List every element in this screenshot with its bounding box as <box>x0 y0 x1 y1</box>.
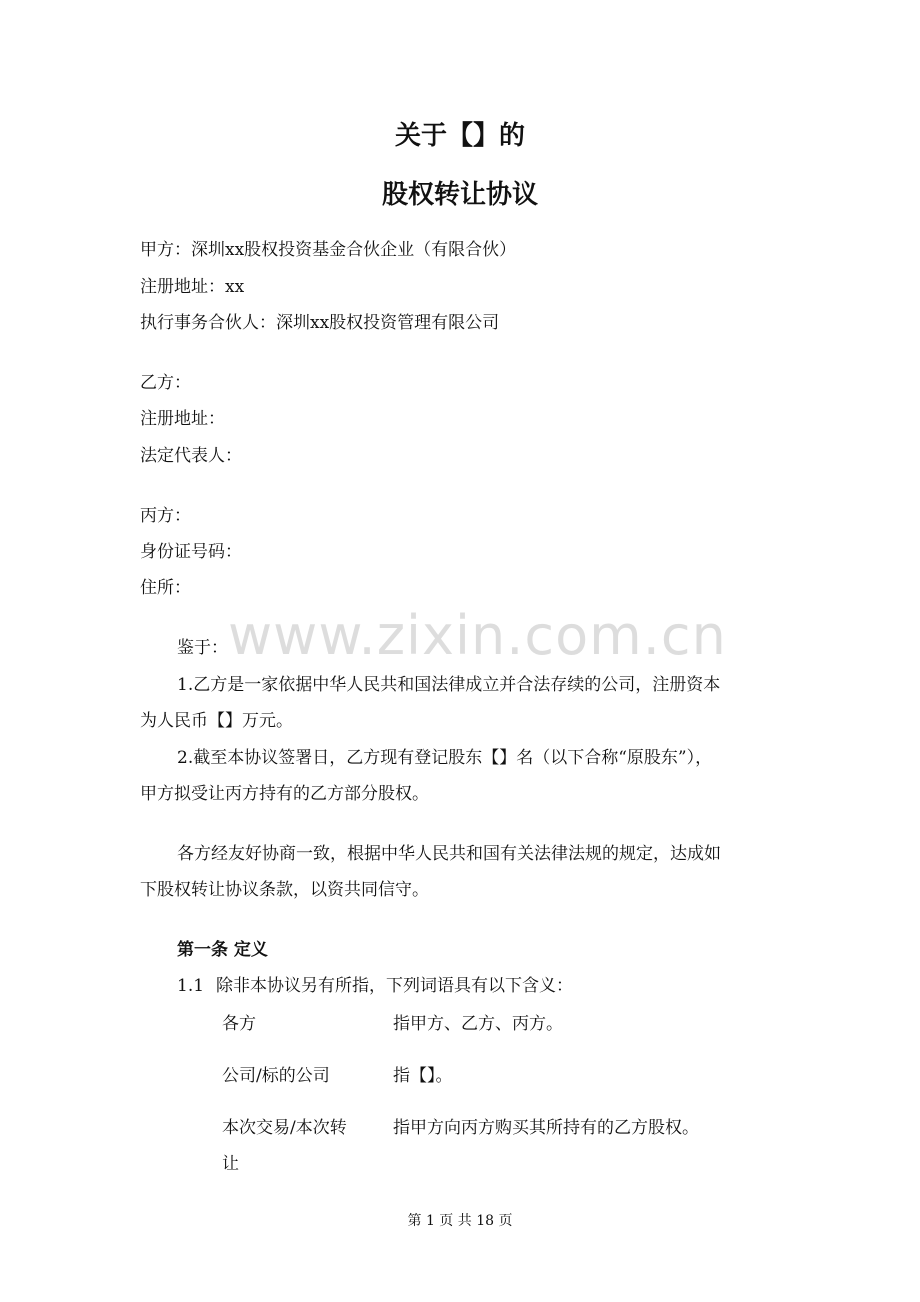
title-line-1: 关于【】的 <box>394 121 525 151</box>
watermark: www.zixin.com.cn <box>228 604 727 667</box>
definition-meaning: 指【】。 <box>393 1066 453 1086</box>
clause-1-1-number: 1.1 <box>177 976 205 996</box>
definition-meaning: 指甲方、乙方、丙方。 <box>393 1014 563 1034</box>
definition-term-line2: 让 <box>222 1154 239 1174</box>
party-b-line: 乙方： <box>140 373 191 393</box>
party-c-line: 丙方： <box>140 506 191 526</box>
party-c-residence: 住所： <box>140 578 191 598</box>
article-1-heading: 第一条 定义 <box>177 940 268 960</box>
page-footer: 第 1 页 共 18 页 <box>407 1213 513 1229</box>
definition-term: 公司/标的公司 <box>222 1066 330 1086</box>
agreement-para-line1: 各方经友好协商一致，根据中华人民共和国有关法律法规的规定，达成如 <box>177 844 721 864</box>
definition-term-line1: 本次交易/本次转 <box>222 1118 347 1138</box>
party-b-rep: 法定代表人： <box>140 446 242 466</box>
definition-term: 各方 <box>222 1014 256 1034</box>
party-a-line: 甲方：深圳xx股权投资基金合伙企业（有限合伙） <box>140 240 517 260</box>
party-b-address: 注册地址： <box>140 409 225 429</box>
whereas-item2-line1: 2.截至本协议签署日，乙方现有登记股东【】名（以下合称“原股东”）， <box>177 748 713 768</box>
whereas-heading: 鉴于： <box>177 638 228 658</box>
clause-1-1-text: 除非本协议另有所指，下列词语具有以下含义： <box>216 976 573 996</box>
party-a-address: 注册地址：xx <box>140 277 245 297</box>
whereas-item1-line2: 为人民币【】万元。 <box>140 711 293 731</box>
whereas-item1-line1: 1.乙方是一家依据中华人民共和国法律成立并合法存续的公司，注册资本 <box>177 675 721 695</box>
party-c-id: 身份证号码： <box>140 542 242 562</box>
whereas-item2-line2: 甲方拟受让丙方持有的乙方部分股权。 <box>140 784 429 804</box>
title-line-2: 股权转让协议 <box>381 180 538 210</box>
party-a-partner: 执行事务合伙人：深圳xx股权投资管理有限公司 <box>140 313 500 333</box>
agreement-para-line2: 下股权转让协议条款，以资共同信守。 <box>140 880 429 900</box>
definition-meaning: 指甲方向丙方购买其所持有的乙方股权。 <box>393 1118 699 1138</box>
